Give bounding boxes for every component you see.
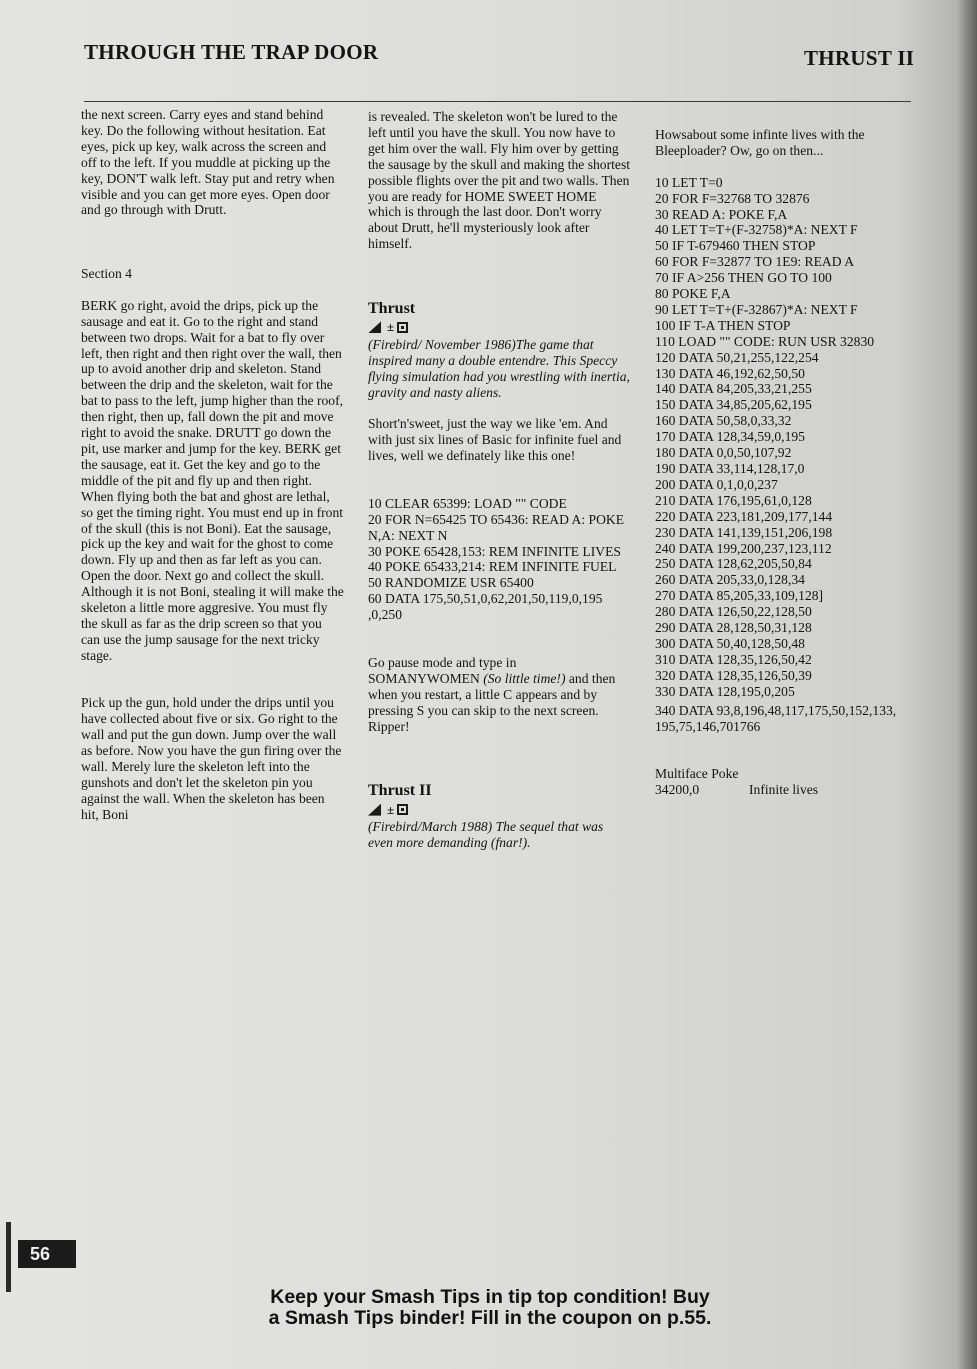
code-line: 60 FOR F=32877 TO 1E9: READ A bbox=[655, 254, 855, 270]
code-line: 60 DATA 175,50,51,0,62,201,50,119,0,195 ,0,250 bbox=[368, 591, 603, 623]
column-2 bbox=[368, 109, 630, 851]
joystick-icon: ± bbox=[387, 801, 395, 817]
code-line: 140 DATA 84,205,33,21,255 bbox=[655, 381, 812, 397]
promo-banner bbox=[160, 1287, 820, 1329]
code-line: 40 LET T=T+(F-32758)*A: NEXT F bbox=[655, 222, 858, 238]
promo-line: a Smash Tips binder! Fill in the coupon on p.55. bbox=[268, 1307, 712, 1329]
header-divider bbox=[84, 101, 911, 102]
code-line: 20 FOR N=65425 TO 65436: READ A: POKE N,A: NEXT N bbox=[368, 511, 625, 543]
basic-listing bbox=[655, 175, 913, 700]
code-line: 280 DATA 126,50,22,128,50 bbox=[655, 604, 812, 620]
code-line: 330 DATA 128,195,0,205 bbox=[655, 683, 795, 699]
cheat-aside: (So little time!) bbox=[483, 670, 566, 686]
code-line: 10 CLEAR 65399: LOAD "" CODE bbox=[368, 495, 567, 511]
basic-listing bbox=[368, 496, 630, 623]
cheat-paragraph bbox=[368, 655, 630, 735]
code-line: 340 DATA 93,8,196,48,117,175,50,152,133, 195,75,146,701766 bbox=[655, 702, 897, 734]
paragraph: BERK go right, avoid the drips, pick up the sausage and eat it. Go to the right and stand between two drops. Wait for a bat to fly over left, then right and then right over the wall, then up to avoid another drip and skeleton. Stand between the drip and the skeleton, wait for the bat to pass to the left, jump higher than the roof, then right, then up, fall down the pit and move right to avoid the snake. DRUTT go down the pit, use marker and jump for the key. BERK get the sausage, eat it. Get the key and go to the middle of the pit and fly up and then right. When flying both the bat and ghost are lethal, so get the timing right. You must end up in front of the skull (this is not Boni). Eat the sausage, pick up the key and wait for the ghost to come down. Fly up and then as far left as you can. Open the door. Next go and collect the skull. Although it is not Boni, stealing it will make the skeleton a little more aggresive. You must fly the skull as far as the drip screen so that you can use the jump sausage for the next tricky stage. bbox=[81, 297, 344, 663]
code-line: 50 IF T-679460 THEN STOP bbox=[655, 238, 816, 254]
code-line: 20 FOR F=32768 TO 32876 bbox=[655, 190, 810, 206]
code-line: 320 DATA 128,35,126,50,39 bbox=[655, 667, 812, 683]
paragraph: is revealed. The skeleton won't be lured to the left until you have the skull. You now have to get him over the wall. Fly him over by getting the sausage by the skull and making the shortest possible flights over the pit and two walls. Then you are ready for HOME SWEET HOME which is through the last door. Don't worry about Drutt, he'll mysteriously look after himself. bbox=[368, 109, 631, 252]
book-spine-shadow bbox=[957, 0, 977, 1369]
code-line: 110 LOAD "" CODE: RUN USR 32830 bbox=[655, 333, 875, 349]
code-line: 90 LET T=T+(F-32867)*A: NEXT F bbox=[655, 301, 858, 317]
code-line: 210 DATA 176,195,61,0,128 bbox=[655, 492, 812, 508]
code-line: 150 DATA 34,85,205,62,195 bbox=[655, 397, 812, 413]
multiface-icon bbox=[397, 804, 408, 815]
code-line: 80 POKE F,A bbox=[655, 286, 731, 302]
code-line: 270 DATA 85,205,33,109,128] bbox=[655, 588, 824, 604]
cheat-intro: Go pause mode and type in SOMANYWOMEN bbox=[368, 654, 517, 686]
code-line: 300 DATA 50,40,128,50,48 bbox=[655, 635, 805, 651]
page-tab-bar bbox=[6, 1222, 11, 1292]
paragraph: the next screen. Carry eyes and stand behind key. Do the following without hesitation. Eat eyes, pick up key, walk across the screen and off to the left. If you muddle at picking up the key, DON'T walk left. Stay put and retry when visible and you can get more eyes. Open door and go through with Drutt. bbox=[81, 107, 335, 218]
poke-address: 34200,0 bbox=[655, 782, 700, 798]
code-line: 240 DATA 199,200,237,123,112 bbox=[655, 540, 832, 556]
platform-icons bbox=[368, 802, 630, 817]
code-line: 10 LET T=0 bbox=[655, 174, 723, 190]
game-blurb: (Firebird/March 1988) The sequel that was even more demanding (fnar!). bbox=[368, 819, 604, 851]
code-line: 130 DATA 46,192,62,50,50 bbox=[655, 365, 805, 381]
code-line: 260 DATA 205,33,0,128,34 bbox=[655, 572, 805, 588]
section-heading: Section 4 bbox=[81, 266, 132, 282]
code-line: 250 DATA 128,62,205,50,84 bbox=[655, 556, 812, 572]
game-title-thrust-ii: Thrust II bbox=[368, 782, 432, 800]
page-number: 56 bbox=[18, 1240, 76, 1268]
game-title-thrust: Thrust bbox=[368, 299, 416, 317]
spectrum-icon bbox=[368, 321, 381, 333]
multiface-title: Multiface Poke bbox=[655, 766, 739, 782]
code-line: 220 DATA 223,181,209,177,144 bbox=[655, 508, 833, 524]
code-line: 100 IF T-A THEN STOP bbox=[655, 317, 791, 333]
column-3 bbox=[655, 127, 913, 798]
code-line: 70 IF A>256 THEN GO TO 100 bbox=[655, 270, 832, 286]
code-line: 200 DATA 0,1,0,0,237 bbox=[655, 476, 778, 492]
paragraph: Pick up the gun, hold under the drips until you have collected about five or six. Go right to the wall and put the gun down. Jump over the wall as before. Now you have the gun firing over the wall. Merely lure the skeleton left into the gunshots and don't let the skeleton pin you against the wall. When the skeleton has been hit, Boni bbox=[81, 695, 342, 822]
code-line: 50 RANDOMIZE USR 65400 bbox=[368, 575, 534, 591]
promo-line: Keep your Smash Tips in tip top condition! Buy bbox=[270, 1286, 710, 1308]
code-line: 40 POKE 65433,214: REM INFINITE FUEL bbox=[368, 559, 617, 575]
platform-icons bbox=[368, 320, 630, 335]
cheat-rest: and then when you restart, a little C appears and by pressing S you can skip to the next screen. Ripper! bbox=[368, 670, 616, 734]
code-line: 290 DATA 28,128,50,31,128 bbox=[655, 620, 812, 636]
poke-row bbox=[655, 782, 913, 798]
code-line: 160 DATA 50,58,0,33,32 bbox=[655, 413, 792, 429]
column-1 bbox=[81, 107, 344, 823]
code-line: 30 READ A: POKE F,A bbox=[655, 206, 788, 222]
code-line: 190 DATA 33,114,128,17,0 bbox=[655, 461, 805, 477]
paragraph: Short'n'sweet, just the way we like 'em. And with just six lines of Basic for infinite fuel and lives, well we definately like this one! bbox=[368, 416, 622, 464]
game-blurb: (Firebird/ November 1986)The game that inspired many a double entendre. This Speccy flying simulation had you wrestling with inertia, gravity and nasty aliens. bbox=[368, 336, 630, 400]
poke-effect: Infinite lives bbox=[749, 782, 819, 798]
code-line: 230 DATA 141,139,151,206,198 bbox=[655, 524, 833, 540]
code-line: 310 DATA 128,35,126,50,42 bbox=[655, 651, 812, 667]
code-line: 170 DATA 128,34,59,0,195 bbox=[655, 429, 805, 445]
multiface-icon bbox=[397, 322, 408, 333]
code-line: 120 DATA 50,21,255,122,254 bbox=[655, 349, 819, 365]
code-line: 30 POKE 65428,153: REM INFINITE LIVES bbox=[368, 543, 621, 559]
joystick-icon: ± bbox=[387, 319, 395, 335]
page-header-left: THROUGH THE TRAP DOOR bbox=[84, 40, 379, 64]
spectrum-icon bbox=[368, 804, 381, 816]
paragraph: Howsabout some infinte lives with the Bleeploader? Ow, go on then... bbox=[655, 127, 865, 158]
code-line: 180 DATA 0,0,50,107,92 bbox=[655, 445, 792, 461]
page-header-right: THRUST II bbox=[804, 46, 915, 70]
